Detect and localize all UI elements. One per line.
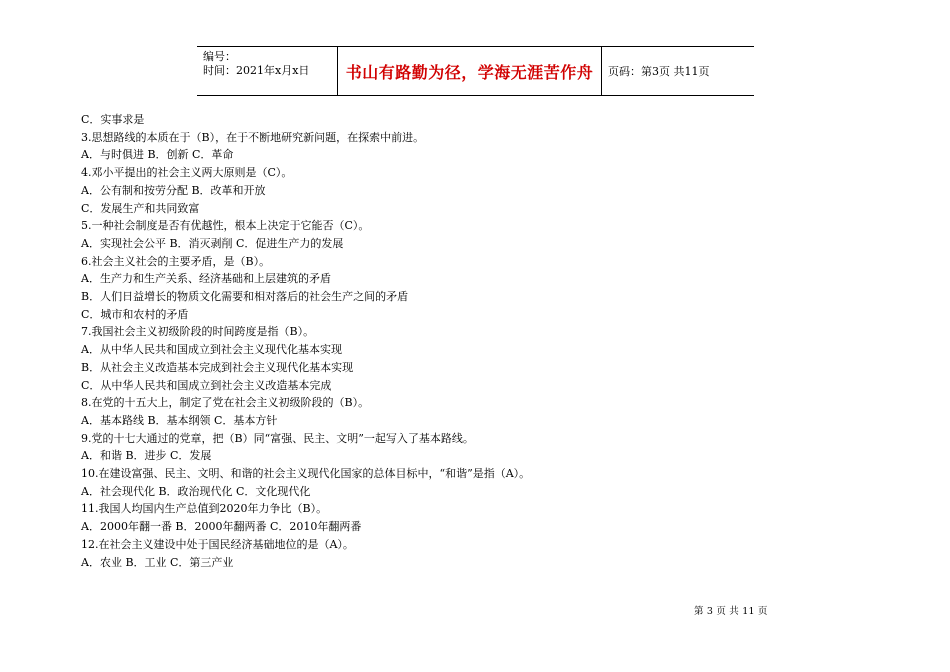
text-line: C．发展生产和共同致富	[81, 201, 200, 215]
header-page-cell	[602, 47, 754, 95]
footer-page-number: 第 3 页 共 11 页	[694, 606, 768, 617]
page-footer	[694, 603, 768, 617]
text-line: C．城市和农村的矛盾	[81, 307, 189, 321]
text-line: 12.在社会主义建设中处于国民经济基础地位的是（A）。	[81, 537, 354, 551]
text-line: B．从社会主义改造基本完成到社会主义现代化基本实现	[81, 360, 354, 374]
text-line: 7.我国社会主义初级阶段的时间跨度是指（B）。	[81, 325, 315, 339]
text-line: A．2000年翻一番 B．2000年翻两番 C．2010年翻两番	[81, 520, 362, 534]
text-line: A．公有制和按劳分配 B．改革和开放	[81, 183, 266, 197]
text-line: 8.在党的十五大上，制定了党在社会主义初级阶段的（B）。	[81, 396, 370, 410]
text-line: 6.社会主义社会的主要矛盾，是（B）。	[81, 254, 271, 268]
text-line: A．从中华人民共和国成立到社会主义现代化基本实现	[81, 343, 342, 357]
text-line: A．基本路线 B．基本纲领 C．基本方针	[81, 413, 278, 427]
text-line: 3.思想路线的本质在于（B），在于不断地研究新问题，在探索中前进。	[81, 130, 425, 144]
motto-text: 书山有路勤为径，学海无涯苦作舟	[345, 62, 594, 82]
text-line: 10.在建设富强、民主、文明、和谐的社会主义现代化国家的总体目标中，“和谐”是指（A）。	[81, 467, 531, 481]
text-line: A．实现社会公平 B．消灭剥削 C．促进生产力的发展	[81, 236, 344, 250]
text-line: C．从中华人民共和国成立到社会主义改造基本完成	[81, 378, 332, 392]
text-line: A．农业 B．工业 C．第三产业	[81, 555, 234, 569]
text-line: A．和谐 B．进步 C．发展	[81, 449, 212, 463]
header-meta-cell	[197, 47, 338, 95]
text-line: 11.我国人均国内生产总值到2020年力争比（B）。	[81, 502, 328, 516]
text-line: 9.党的十七大通过的党章，把（B）同“富强、民主、文明”一起写入了基本路线。	[81, 431, 474, 445]
text-line: A．与时俱进 B．创新 C．革命	[81, 148, 234, 162]
number-label: 编号：	[203, 50, 236, 63]
text-line: B．人们日益增长的物质文化需要和相对落后的社会生产之间的矛盾	[81, 290, 409, 304]
text-line: 4.邓小平提出的社会主义两大原则是（C）。	[81, 166, 293, 180]
text-line: C．实事求是	[81, 113, 145, 126]
page-header	[197, 46, 754, 96]
header-motto-cell	[338, 47, 602, 95]
text-line: 5.一种社会制度是否有优越性，根本上决定于它能否（C）。	[81, 219, 370, 233]
time-label: 时间：2021年x月x日	[203, 64, 310, 77]
page-code: 页码：第3页 共11页	[608, 65, 710, 78]
document-body	[81, 111, 781, 571]
text-line: A．生产力和生产关系、经济基础和上层建筑的矛盾	[81, 272, 331, 286]
text-line: A．社会现代化 B．政治现代化 C．文化现代化	[81, 484, 311, 498]
